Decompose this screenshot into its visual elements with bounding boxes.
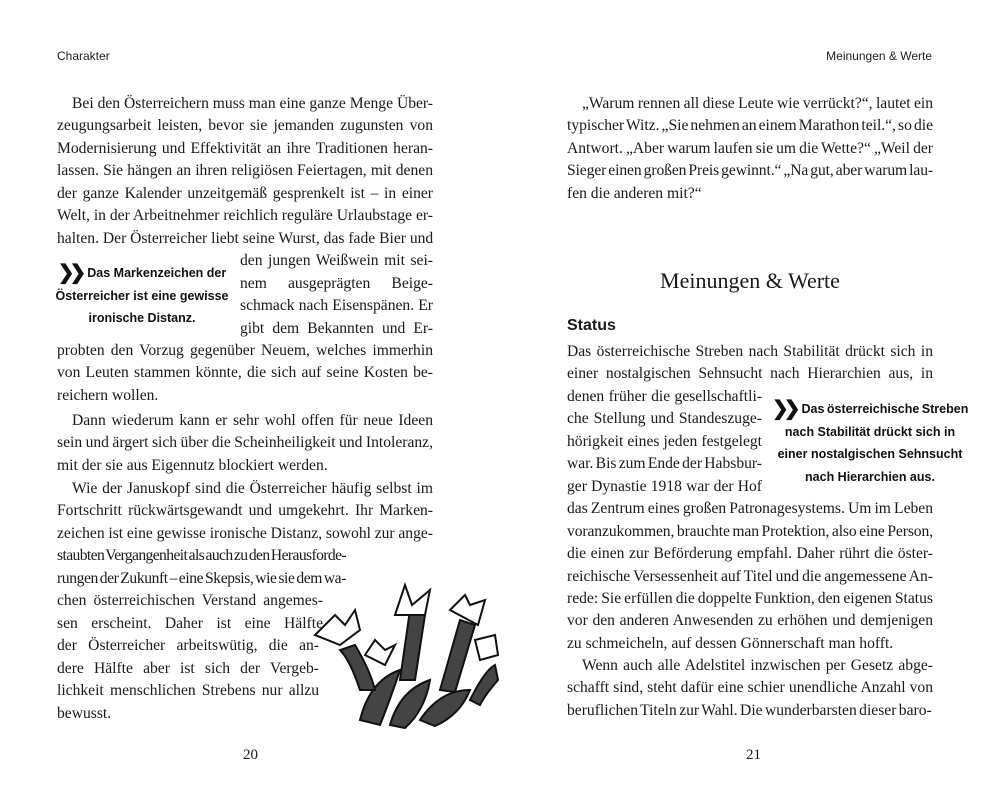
text-line: von Leuten stammen könnte, die sich auf seine Kosten be- — [57, 364, 433, 382]
double-chevron-icon: ❯❯ — [57, 262, 82, 284]
text-line: hörigkeit eines jeden festgelegt — [567, 432, 762, 450]
text-line: war. Bis zum Ende der Habsbur- — [567, 455, 762, 473]
text-line: reichische Versessenheit auf Titel und die angemessene An- — [567, 567, 933, 585]
text-line: der Österreicher arbeitswütig, die an- — [57, 637, 319, 655]
text-line: mit der sie aus Eigennutz blockiert werden. — [57, 456, 328, 474]
text-line: einer nostalgischen Sehnsucht nach Hierarchien aus, in — [567, 365, 933, 383]
text-line: schafft sind, steht dafür eine schier unendliche Anzahl von — [567, 679, 933, 697]
text-line: dere Hälfte aber ist sich der Vergeb- — [57, 659, 319, 677]
text-line: die einen zur Beförderung empfahl. Daher rührt die öster- — [567, 545, 933, 563]
page-number-right: 21 — [746, 747, 761, 763]
text-line: Antwort. „Aber warum laufen sie um die Wette?“ „Weil der — [567, 139, 933, 157]
double-chevron-icon: ❯❯ — [772, 398, 796, 420]
text-line: reichern wollen. — [57, 386, 159, 404]
pull-quote-line: nach Stabilität drückt sich in — [784, 424, 956, 439]
pull-quote-line: Das österreichische Streben — [801, 402, 969, 416]
text-line: Fortschritt rückwärtsgewandt und umgekehrt. Ihr Marken- — [57, 502, 433, 520]
text-line: rungen der Zukunft – eine Skepsis, wie sie dem wa- — [57, 569, 346, 587]
text-line: zeugungsarbeit leisten, bevor sie jemanden zugunsten von — [57, 117, 433, 135]
text-line: den jungen Weißwein mit sei- — [240, 252, 433, 270]
pull-quote-line: ironische Distanz. — [88, 311, 196, 325]
running-head-right: Meinungen & Werte — [826, 49, 932, 63]
text-line: lassen. Sie hängen an ihren religiösen Feiertagen, mit denen — [57, 162, 433, 180]
text-line: probten den Vorzug gegenüber Neuem, welches immerhin — [57, 341, 433, 359]
section-heading: Status — [567, 317, 616, 334]
pull-quote-line: Das Markenzeichen der — [87, 266, 227, 280]
text-line: beruflichen Titeln zur Wahl. Die wunderbarsten dieser baro- — [567, 701, 932, 719]
text-line: Welt, in der Arbeitnehmer reichlich reguläre Urlaubstage er- — [57, 207, 433, 225]
page-number-left: 20 — [243, 747, 258, 763]
text-line: Dann wiederum kann er sehr wohl offen für neue Ideen — [72, 412, 433, 429]
pull-quote-line: einer nostalgischen Sehnsucht — [777, 447, 963, 461]
text-line: Wenn auch alle Adelstitel inzwischen per Gesetz abge- — [582, 657, 933, 674]
text-line: ger Dynastie 1918 war der Hof — [567, 477, 762, 495]
text-line: halten. Der Österreicher liebt seine Wurst, das fade Bier und — [57, 229, 434, 247]
text-line: „Warum rennen all diese Leute wie verrückt?“, lautet ein — [582, 95, 934, 112]
text-line: gibt dem Bekannten und Er- — [240, 319, 433, 337]
text-line: denen früher die gesellschaftli- — [567, 387, 762, 405]
text-line: Sieger einen großen Preis gewinnt.“ „Na gut, aber warum lau- — [567, 162, 933, 180]
text-line: der ganze Kalender unzeitgemäß gesprenkelt ist – in einer — [57, 184, 433, 202]
chapter-title: Meinungen & Werte — [660, 268, 840, 293]
text-line: chen österreichischen Verstand angemes- — [57, 592, 323, 610]
gentian-flower-illustration — [300, 580, 500, 730]
text-line: Wie der Januskopf sind die Österreicher häufig selbst im — [72, 480, 433, 497]
text-line: sein und ärgert sich über die Scheinheiligkeit und Intoleranz, — [57, 434, 433, 452]
text-line: typischer Witz. „Sie nehmen an einem Marathon teil.“, so die — [567, 117, 933, 135]
text-line: Bei den Österreichern muss man eine ganze Menge Über- — [72, 95, 433, 112]
text-line: rede: Sie erfüllen die doppelte Funktion, den eigenen Status — [567, 589, 933, 607]
text-line: zeichen ist eine gewisse ironische Distanz, sowohl zur ange- — [57, 524, 433, 542]
pull-quote-right — [772, 398, 968, 488]
text-line: voranzukommen, brauchte man Protektion, also eine Person, — [567, 522, 933, 540]
pull-quote-line: Österreicher ist eine gewisse — [55, 288, 229, 303]
text-line: das Zentrum eines großen Patronagesystems. Um im Leben — [567, 500, 933, 518]
text-line: fen die anderen mit?“ — [567, 184, 702, 202]
text-line: bewusst. — [57, 704, 112, 722]
text-line: staubten Vergangenheit als auch zu den Herausforde- — [57, 547, 346, 565]
text-line: Modernisierung und Effektivität an ihre Traditionen heran- — [57, 139, 433, 157]
pull-quote-left — [50, 262, 234, 330]
text-line: zu schmeicheln, auf dessen Gönnerschaft man hofft. — [567, 634, 894, 652]
text-line: nem ausgeprägten Beige- — [240, 274, 433, 292]
text-line: lichkeit menschlichen Strebens nur allzu — [57, 682, 319, 700]
text-line: schmack nach Eisenspänen. Er — [240, 297, 433, 315]
pull-quote-line: nach Hierarchien aus. — [805, 469, 935, 484]
text-line: Das österreichische Streben nach Stabilität drückt sich in — [567, 343, 933, 360]
text-line: che Stellung und Standeszuge- — [567, 410, 762, 428]
text-line: vor den anderen Anwesenden zu erhöhen und demjenigen — [567, 612, 933, 630]
text-line: sen erscheint. Daher ist eine Hälfte — [57, 614, 323, 632]
running-head-left: Charakter — [57, 49, 110, 63]
